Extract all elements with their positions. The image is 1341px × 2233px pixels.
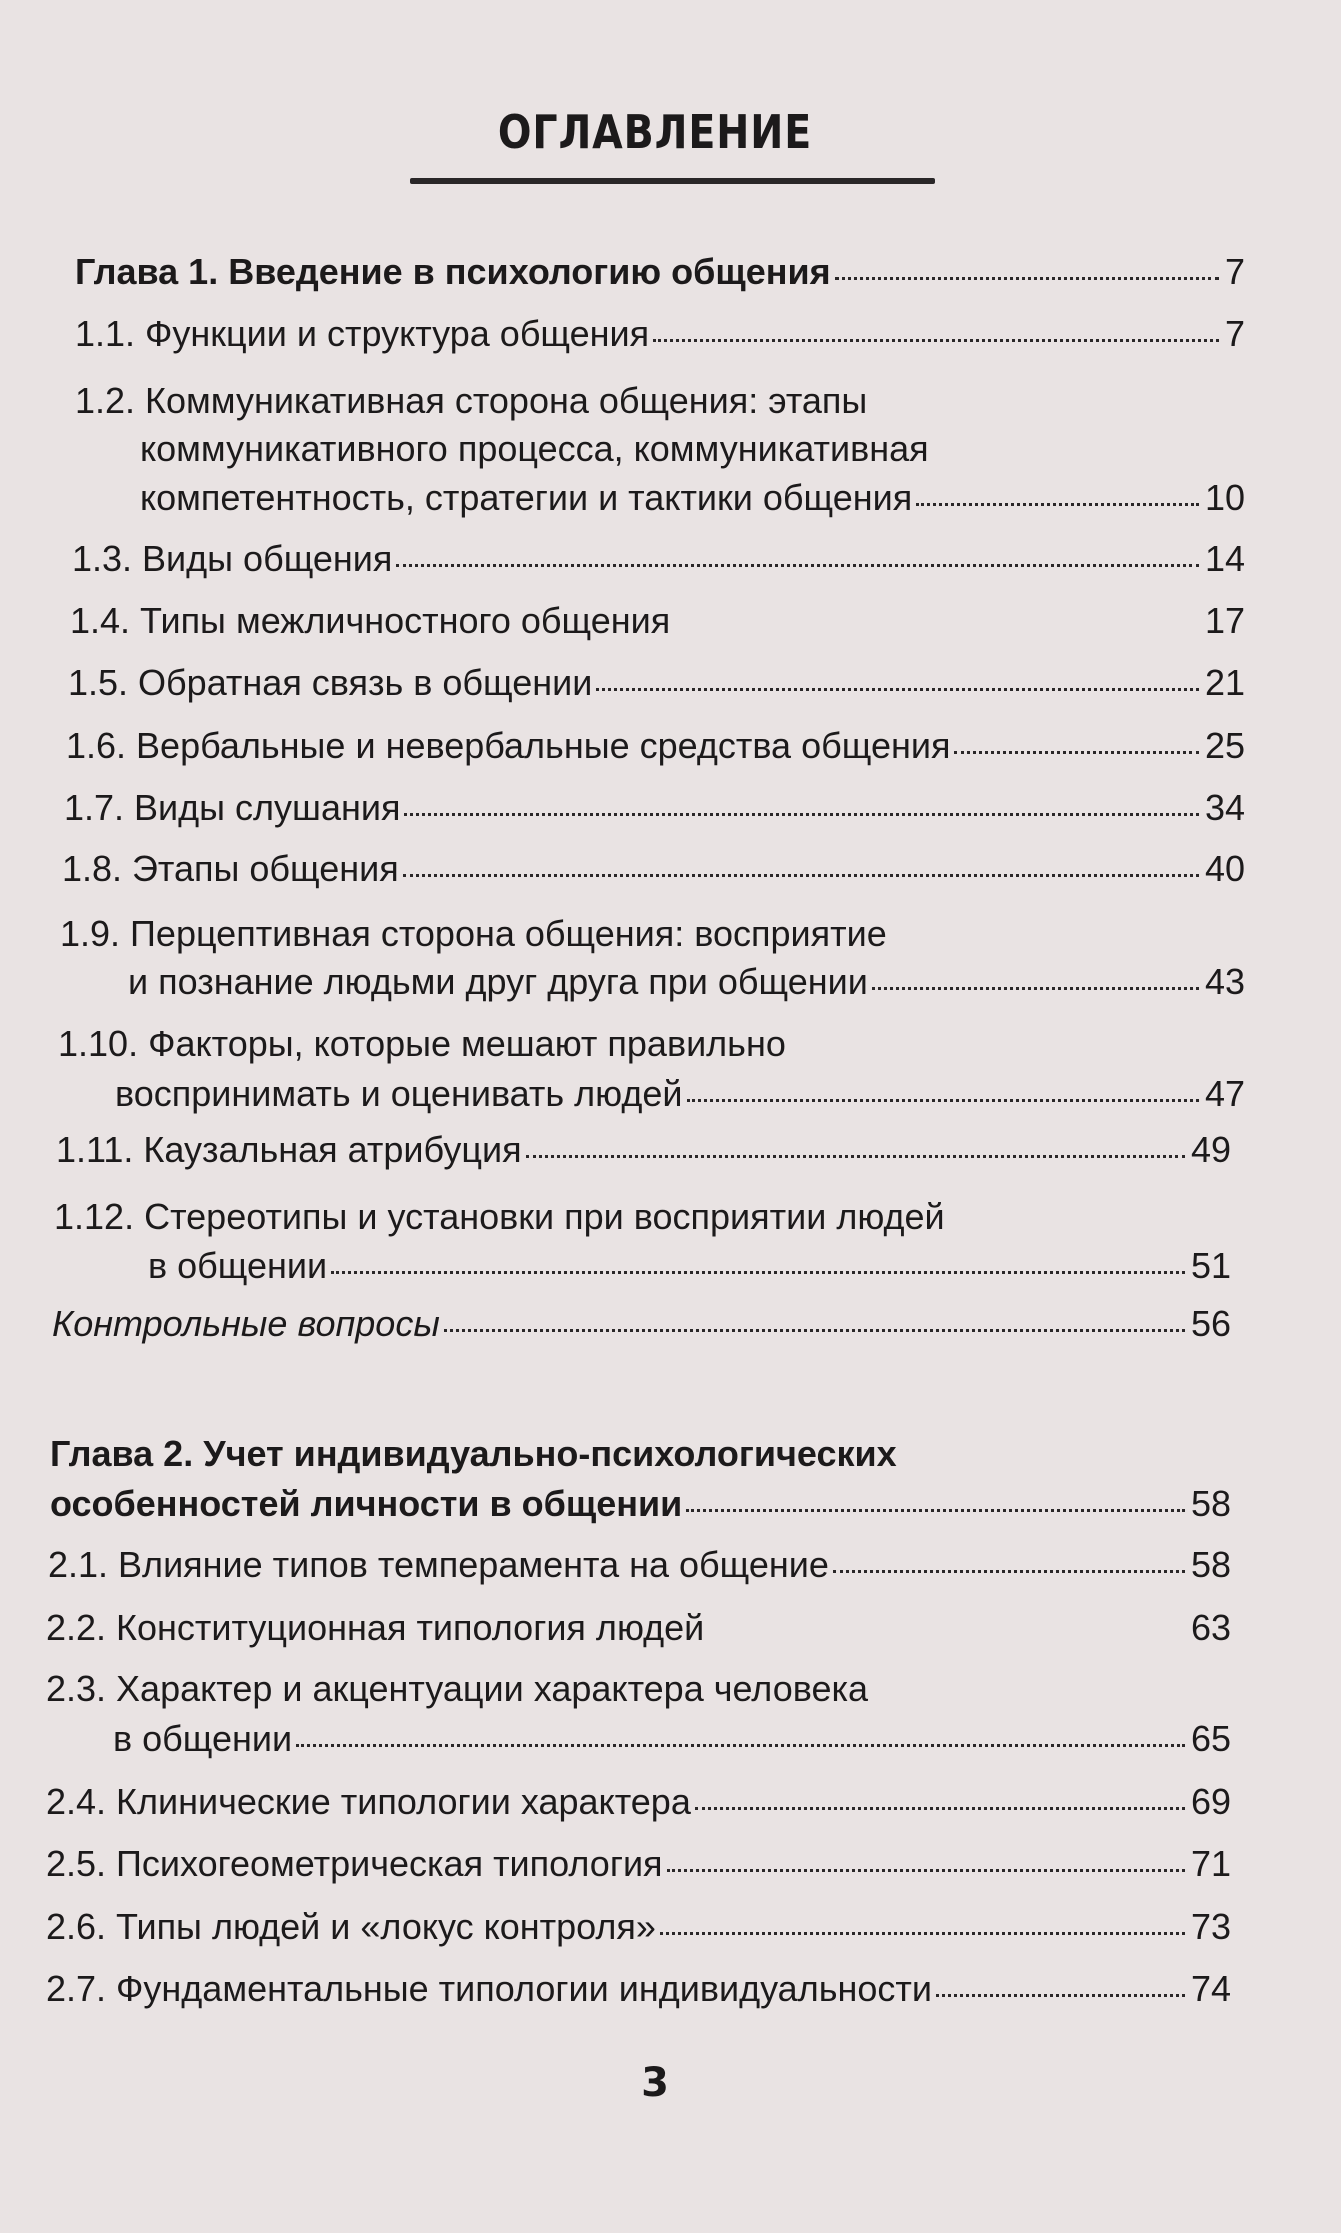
page-number: 7 [1224, 313, 1245, 354]
toc-entry-1-4 [70, 597, 1245, 645]
leader-dots [954, 751, 1199, 754]
toc-entry-2-3-line-1 [46, 1665, 1231, 1713]
entry-title: 1.11. Каузальная атрибуция [56, 1129, 522, 1170]
page-number: 40 [1204, 848, 1245, 889]
entry-title: 2.4. Клинические типологии характера [46, 1781, 691, 1822]
page-number: 47 [1204, 1073, 1245, 1114]
page-number: 73 [1190, 1906, 1231, 1947]
page-number: 65 [1190, 1718, 1231, 1759]
entry-title: 1.8. Этапы общения [62, 848, 399, 889]
page-number: 74 [1190, 1968, 1231, 2009]
toc-entry-1-9-line-1 [60, 910, 1245, 958]
leader-dots [596, 688, 1199, 691]
toc-entry-1-5 [68, 659, 1245, 707]
entry-title: воспринимать и оценивать людей [115, 1073, 683, 1114]
entry-title: 1.6. Вербальные и невербальные средства общения [66, 725, 951, 766]
leader-dots [660, 1932, 1185, 1935]
entry-title: в общении [148, 1245, 328, 1286]
entry-title: компетентность, стратегии и тактики общения [140, 477, 913, 518]
entry-title: и познание людьми друг друга при общении [128, 961, 868, 1002]
leader-dots [936, 1994, 1185, 1997]
page-number: 10 [1204, 477, 1245, 518]
toc-entry-1-3 [72, 535, 1245, 583]
toc-entry-1-12 [148, 1242, 1231, 1290]
entry-title: 1.1. Функции и структура общения [75, 313, 650, 354]
leader-dots [708, 1633, 1185, 1636]
leader-dots [695, 1807, 1185, 1810]
leader-dots [835, 277, 1219, 280]
toc-entry-2-1 [48, 1541, 1231, 1589]
toc-entry-1-12-line-1 [54, 1193, 1245, 1241]
entry-title: 1.9. Перцептивная сторона общения: восприятие [60, 913, 887, 954]
page-number: 51 [1190, 1245, 1231, 1286]
page-title: ОГЛАВЛЕНИЕ [497, 105, 813, 159]
toc-entry-1-7 [64, 784, 1245, 832]
page-number: 63 [1190, 1607, 1231, 1648]
entry-title: 1.2. Коммуникативная сторона общения: этапы [75, 380, 868, 421]
entry-title: в общении [113, 1718, 293, 1759]
toc-entry-chapter-2 [50, 1480, 1231, 1528]
entry-title: 2.3. Характер и акцентуации характера человека [46, 1668, 869, 1709]
toc-entry-2-2 [46, 1604, 1231, 1652]
entry-title: коммуникативного процесса, коммуникативная [140, 428, 929, 469]
page-number: 58 [1190, 1544, 1231, 1585]
leader-dots [396, 564, 1199, 567]
toc-entry-2-5 [46, 1840, 1231, 1888]
entry-title: 1.5. Обратная связь в общении [68, 662, 593, 703]
entry-title: Глава 1. Введение в психологию общения [75, 251, 831, 292]
entry-title: Глава 2. Учет индивидуально-психологических [50, 1433, 897, 1474]
entry-title: особенностей личности в общении [50, 1483, 683, 1524]
leader-dots [404, 813, 1199, 816]
page-number: 7 [1224, 251, 1245, 292]
toc-entry-1-2-line-2 [140, 425, 1245, 473]
toc-entry-review-questions [52, 1300, 1231, 1348]
page-number: 43 [1204, 961, 1245, 1002]
toc-entry-1-2-line-1 [75, 377, 1245, 425]
entry-title: 1.10. Факторы, которые мешают правильно [58, 1023, 786, 1064]
entry-title: 2.1. Влияние типов темперамента на общение [48, 1544, 829, 1585]
toc-entry-1-8 [62, 845, 1245, 893]
toc-entry-chapter-1 [75, 248, 1245, 296]
toc-entry-1-6 [66, 722, 1245, 770]
toc-entry-1-11 [56, 1126, 1231, 1174]
toc-entry-1-2 [140, 474, 1245, 522]
entry-title: 2.7. Фундаментальные типологии индивидуальности [46, 1968, 932, 2009]
page-number: 14 [1204, 538, 1245, 579]
entry-title: 1.12. Стереотипы и установки при восприятии людей [54, 1196, 945, 1237]
leader-dots [526, 1155, 1185, 1158]
toc-entry-2-7 [46, 1965, 1231, 2013]
title-underline [410, 178, 935, 184]
leader-dots [674, 626, 1199, 629]
leader-dots [667, 1869, 1185, 1872]
leader-dots [653, 339, 1219, 342]
page-number: 69 [1190, 1781, 1231, 1822]
page-number: 56 [1190, 1303, 1231, 1344]
leader-dots [916, 503, 1199, 506]
entry-title: Контрольные вопросы [52, 1303, 440, 1344]
entry-title: 1.3. Виды общения [72, 538, 393, 579]
page-number: 17 [1204, 600, 1245, 641]
toc-entry-2-6 [46, 1903, 1231, 1951]
toc-entry-1-10-line-1 [58, 1020, 1245, 1068]
toc-entry-1-9 [128, 958, 1245, 1006]
page-number: 21 [1204, 662, 1245, 703]
entry-title: 2.6. Типы людей и «локус контроля» [46, 1906, 656, 1947]
toc-entry-2-3 [113, 1715, 1231, 1763]
toc-entry-chapter-2-line-1 [50, 1430, 1231, 1478]
entry-title: 2.5. Психогеометрическая типология [46, 1843, 663, 1884]
toc-entry-1-1 [75, 310, 1245, 358]
page-number: 58 [1190, 1483, 1231, 1524]
toc-entry-1-10 [115, 1070, 1245, 1118]
leader-dots [444, 1329, 1185, 1332]
page-number: 34 [1204, 787, 1245, 828]
entry-title: 1.4. Типы межличностного общения [70, 600, 671, 641]
leader-dots [833, 1570, 1185, 1573]
leader-dots [872, 987, 1199, 990]
page-number: 71 [1190, 1843, 1231, 1884]
leader-dots [296, 1744, 1185, 1747]
page-number: 25 [1204, 725, 1245, 766]
toc-entry-2-4 [46, 1778, 1231, 1826]
entry-title: 2.2. Конституционная типология людей [46, 1607, 705, 1648]
page-number: 49 [1190, 1129, 1231, 1170]
entry-title: 1.7. Виды слушания [64, 787, 401, 828]
leader-dots [331, 1271, 1185, 1274]
page-number-footer: 3 [641, 2060, 669, 2106]
leader-dots [687, 1099, 1199, 1102]
leader-dots [686, 1509, 1185, 1512]
leader-dots [403, 874, 1199, 877]
